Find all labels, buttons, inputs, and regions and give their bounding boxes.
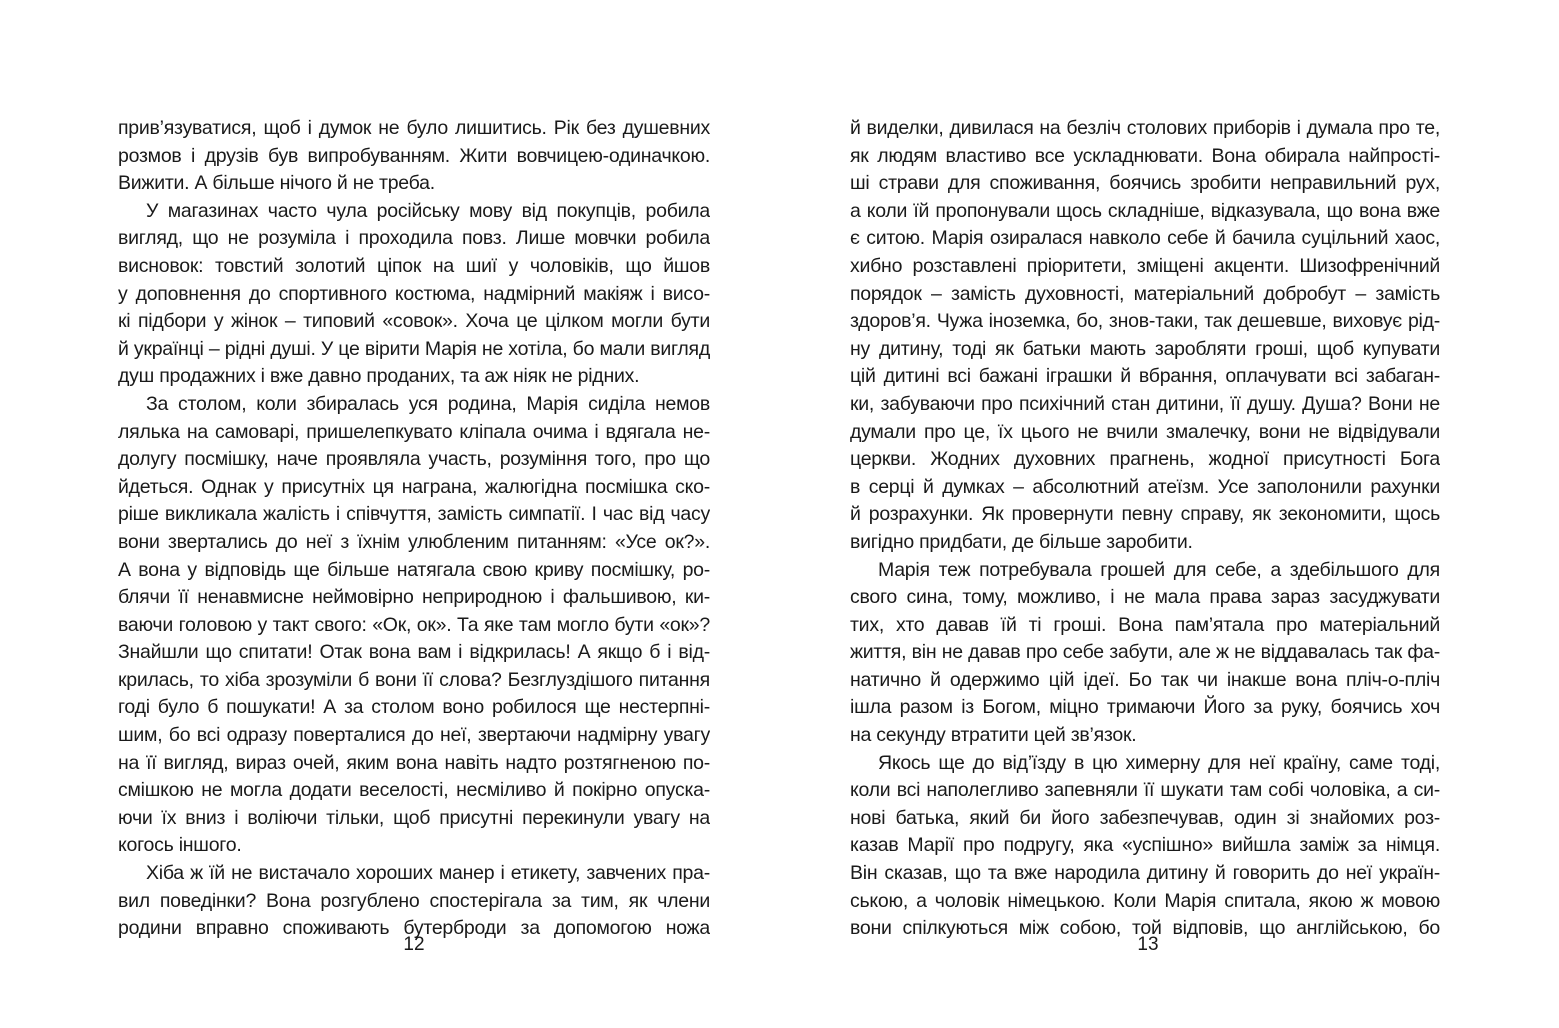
text-line: Знайшли що спитати! Отак вона вам і відкрилась! А якщо б і від-	[118, 641, 710, 664]
text-line: долугу посмішку, наче проявляла участь, розуміння того, про що	[118, 448, 710, 471]
text-line: когось іншого.	[118, 834, 242, 857]
text-line: хибно розставлені пріоритети, зміщені акценти. Шизофренічний	[850, 254, 1440, 277]
text-line: Вижити. А більше нічого й не треба.	[118, 172, 435, 195]
text-line: висновок: товстий золотий ціпок на шиї у чоловіків, що йшов	[118, 254, 710, 277]
text-line: коли всі наполегливо запевняли її шукати там собі чоловіка, а си-	[850, 779, 1440, 802]
text-line: думали про це, їх цього не вчили змалечку, вони не відвідували	[850, 420, 1440, 443]
text-line: А вона у відповідь ще більше натягала свою криву посмішку, ро-	[118, 558, 710, 581]
left-page-number: 12	[403, 934, 425, 955]
text-line: а коли їй пропонували щось складніше, відказувала, що вона вже	[850, 199, 1440, 222]
text-line: є ситою. Марія озиралася навколо себе й бачила суцільний хаос,	[850, 227, 1440, 250]
text-line: казав Марії про подругу, яка «успішно» вийшла заміж за німця.	[850, 834, 1440, 857]
text-line: життя, він не давав про себе забути, але ж не віддавалась так фа-	[850, 641, 1440, 664]
text-line: розмов і друзів був випробуванням. Жити вовчицею-одиначкою.	[118, 144, 710, 167]
text-line: ки, забуваючи про психічний стан дитини, її душу. Душа? Вони не	[850, 392, 1440, 415]
text-line: вони спілкуються між собою, той відповів, що англійською, бо	[850, 917, 1440, 940]
right-page-text	[850, 115, 1440, 943]
text-line: ішла разом із Богом, міцно тримаючи Його за руку, боячись хоч	[850, 696, 1440, 719]
text-line: Якось ще до від’їзду в цю химерну для неї країну, саме тоді,	[878, 751, 1440, 774]
text-line: шим, бо всі одразу поверталися до неї, звертаючи надмірну увагу	[118, 724, 710, 747]
right-page-number: 13	[1137, 934, 1159, 955]
text-line: лялька на самоварі, пришелепкувато кліпала очима і вдягала не-	[118, 420, 710, 443]
text-line: ну дитину, тоді як батьки мають заробляти гроші, щоб купувати	[850, 337, 1440, 360]
text-line: в серці й думках – абсолютний атеїзм. Усе заполонили рахунки	[850, 475, 1440, 498]
text-line: Хіба ж їй не вистачало хороших манер і етикету, завчених пра-	[146, 862, 710, 885]
text-line: родини вправно споживають бутерброди за допомогою ножа	[118, 917, 710, 940]
text-line: ваючи головою у такт свого: «Ок, ок». Та яке там могло бути «ок»?	[118, 613, 710, 636]
text-line: годі було б пошукати! А за столом воно робилося ще нестерпні-	[118, 696, 710, 719]
text-line: цій дитині всі бажані іграшки й вбрання, оплачувати всі забаган-	[850, 365, 1440, 388]
text-line: ською, а чоловік німецькою. Коли Марія спитала, якою ж мовою	[850, 889, 1440, 912]
text-line: церкви. Жодних духовних прагнень, жодної присутності Бога	[850, 448, 1440, 471]
text-line: душ продажних і вже давно проданих, та аж ніяк не рідних.	[118, 365, 640, 388]
text-line: тих, хто давав їй ті гроші. Вона пам’ятала про матеріальний	[850, 613, 1440, 636]
text-line: У магазинах часто чула російську мову від покупців, робила	[146, 199, 710, 222]
text-line: на секунду втратити цей зв’язок.	[850, 724, 1137, 747]
text-line: на її вигляд, вираз очей, яким вона навіть надто розтягненою по-	[118, 751, 710, 774]
text-line: йдеться. Однак у присутніх ця награна, жалюгідна посмішка ско-	[118, 475, 710, 498]
text-line: у доповнення до спортивного костюма, надмірний макіяж і висо-	[118, 282, 710, 305]
text-line: й українці – рідні душі. У це вірити Марія не хотіла, бо мали вигляд	[118, 337, 710, 360]
text-line: За столом, коли збиралась уся родина, Марія сиділа немов	[146, 392, 710, 415]
text-line: вигідно придбати, де більше заробити.	[850, 530, 1193, 553]
text-line: порядок – замість духовності, матеріальний добробут – замість	[850, 282, 1440, 305]
text-line: вил поведінки? Вона розгублено спостерігала за тим, як члени	[118, 889, 710, 912]
text-line: нові батька, який би його забезпечував, один зі знайомих роз-	[850, 806, 1440, 829]
text-line: кі підбори у жінок – типовий «совок». Хоча це цілком могли бути	[118, 310, 710, 333]
text-line: Він сказав, що та вже народила дитину й говорить до неї україн-	[850, 862, 1440, 885]
text-line: натично й одержимо цій ідеї. Бо так чи інакше вона пліч-о-пліч	[850, 668, 1440, 691]
text-line: свого сина, тому, можливо, і не мала права зараз засуджувати	[850, 586, 1440, 609]
text-line: крилась, то хіба зрозуміли б вони її слова? Безглуздішого питання	[118, 668, 710, 691]
text-line: вони звертались до неї з їхнім улюбленим питанням: «Усе ок?».	[118, 530, 710, 553]
text-line: блячи її ненавмисне неймовірно неприродною і фальшивою, ки-	[118, 586, 710, 609]
text-line: й розрахунки. Як провернути певну справу, як зекономити, щось	[850, 503, 1440, 526]
text-line: Марія теж потребувала грошей для себе, а здебільшого для	[878, 558, 1440, 581]
text-line: прив’язуватися, щоб і думок не було лишитись. Рік без душевних	[118, 117, 710, 139]
text-line: ючи їх вниз і воліючи тільки, щоб присутні перекинули увагу на	[118, 806, 710, 829]
left-page-text	[118, 115, 710, 943]
right-page	[780, 0, 1559, 1028]
text-line: здоров’я. Чужа іноземка, бо, знов-таки, так дешевше, виховує рід-	[850, 310, 1440, 333]
text-line: як людям властиво все ускладнювати. Вона обирала найпрості-	[850, 144, 1440, 167]
left-page	[0, 0, 779, 1028]
text-line: ріше викликала жалість і співчуття, замість симпатії. І час від часу	[118, 503, 710, 526]
text-line: вигляд, що не розуміла і проходила повз. Лише мовчки робила	[118, 227, 710, 250]
text-line: ші страви для споживання, боячись зробити неправильний рух,	[850, 172, 1440, 195]
text-line: смішкою не могла додати веселості, несміливо й покірно опуска-	[118, 779, 710, 802]
text-line: й виделки, дивилася на безліч столових приборів і думала про те,	[850, 117, 1440, 139]
